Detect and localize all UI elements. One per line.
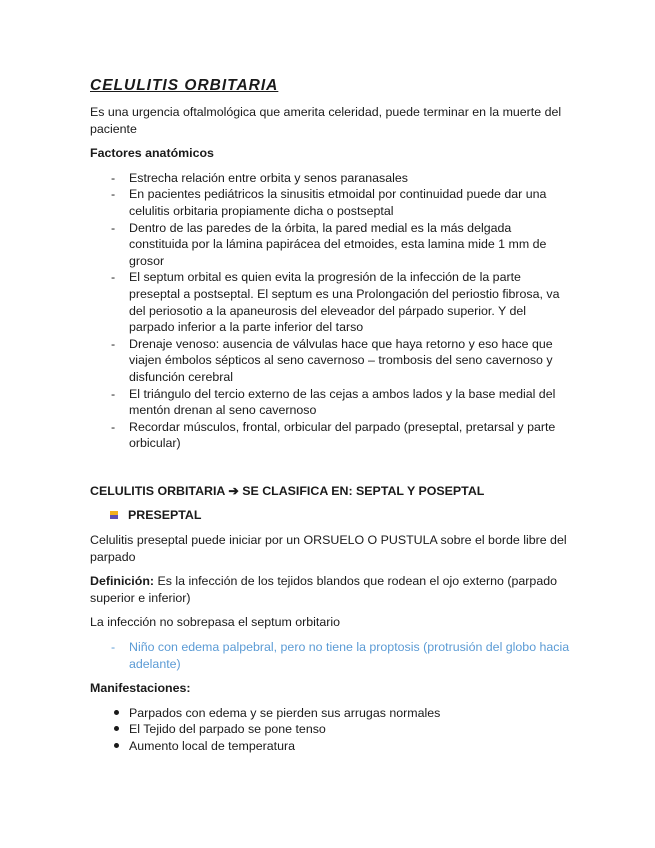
list-item — [108, 186, 570, 219]
bullet-dot-icon — [114, 710, 119, 715]
dash-marker: - — [111, 419, 116, 434]
intro-paragraph: Es una urgencia oftalmológica que amerita celeridad, puede terminar en la muerte del paciente — [90, 105, 562, 136]
no-sobrepasa-paragraph: La infección no sobrepasa el septum orbitario — [90, 615, 341, 630]
bullet-dot-icon — [114, 743, 119, 748]
dash-marker: - — [111, 270, 116, 285]
factores-list — [90, 170, 570, 452]
list-item-text: Aumento local de temperatura — [129, 739, 295, 753]
definicion-text: Es la infección de los tejidos blandos que rodean el ojo externo (parpado superior e inferior) — [90, 574, 557, 605]
clasificacion-heading — [90, 483, 570, 500]
dash-marker: - — [111, 170, 116, 185]
document-page — [90, 76, 570, 755]
list-item — [108, 269, 570, 335]
list-item — [110, 705, 570, 722]
list-item-text: Recordar músculos, frontal, orbicular del parpado (preseptal, pretarsal y parte orbicular) — [129, 419, 556, 451]
dash-marker: - — [111, 187, 116, 202]
list-item-text: En pacientes pediátricos la sinusitis etmoidal por continuidad puede dar una celulitis orbitaria propiamente dicha o postseptal — [129, 187, 547, 218]
list-item — [108, 386, 570, 419]
list-item-text: Drenaje venoso: ausencia de válvulas hace que haya retorno y eso hace que viajen émbolos sépticos al seno cavernoso – trombosis del seno cavernoso y disfunción cerebral — [129, 336, 553, 384]
list-item-text: Estrecha relación entre orbita y senos paranasales — [129, 170, 408, 185]
list-item-text: Parpados con edema y se pierden sus arrugas normales — [129, 705, 441, 720]
definicion-paragraph — [90, 573, 570, 606]
dash-marker: - — [111, 336, 116, 351]
clasificacion-left: CELULITIS ORBITARIA — [90, 483, 225, 498]
preseptal-intro: Celulitis preseptal puede iniciar por un ORSUELO O PUSTULA sobre el borde libre del parpado — [90, 533, 567, 564]
dash-marker: - — [111, 220, 116, 235]
page-title: CELULITIS ORBITARIA — [90, 77, 279, 94]
note-text: Niño con edema palpebral, pero no tiene la proptosis (protrusión del globo hacia adelante) — [129, 640, 570, 671]
factores-heading: Factores anatómicos — [90, 146, 214, 161]
manifestaciones-list — [90, 705, 570, 755]
bullet-dot-icon — [114, 726, 119, 731]
list-item — [110, 721, 570, 738]
dash-marker: - — [111, 386, 116, 401]
note-list — [90, 639, 570, 672]
definicion-label: Definición: — [90, 574, 155, 589]
list-item — [110, 738, 570, 755]
list-item — [108, 220, 570, 270]
list-item-text: El Tejido del parpado se pone tenso — [129, 722, 326, 737]
list-item — [108, 639, 570, 672]
list-item — [108, 336, 570, 386]
list-item — [108, 170, 570, 187]
arrow-right-icon: ➔ — [228, 483, 239, 498]
list-item-text: Dentro de las paredes de la órbita, la pared medial es la más delgada constituida por la lámina papirácea del etmoides, esta lamina mide 1 mm de grosor — [129, 220, 547, 268]
clasificacion-right: SE CLASIFICA EN: SEPTAL Y POSEPTAL — [242, 483, 485, 498]
list-item-text: El septum orbital es quien evita la progresión de la infección de la parte preseptal a postseptal. El septum es una Prolongación del periostio fibrosa, va del periosotio a la apaneurosis del eleveador del párpado superior. Y del parpado inferior a la parte inferior del tarso — [129, 270, 560, 335]
preseptal-heading — [90, 507, 570, 524]
manifestaciones-heading: Manifestaciones: — [90, 681, 191, 696]
list-item — [108, 419, 570, 452]
dash-marker: - — [111, 640, 116, 655]
list-item-text: El triángulo del tercio externo de las cejas a ambos lados y la base medial del mentón drenan al seno cavernoso — [129, 386, 556, 418]
preseptal-heading-text: PRESEPTAL — [128, 508, 202, 523]
bullet-flag-icon — [110, 511, 118, 519]
